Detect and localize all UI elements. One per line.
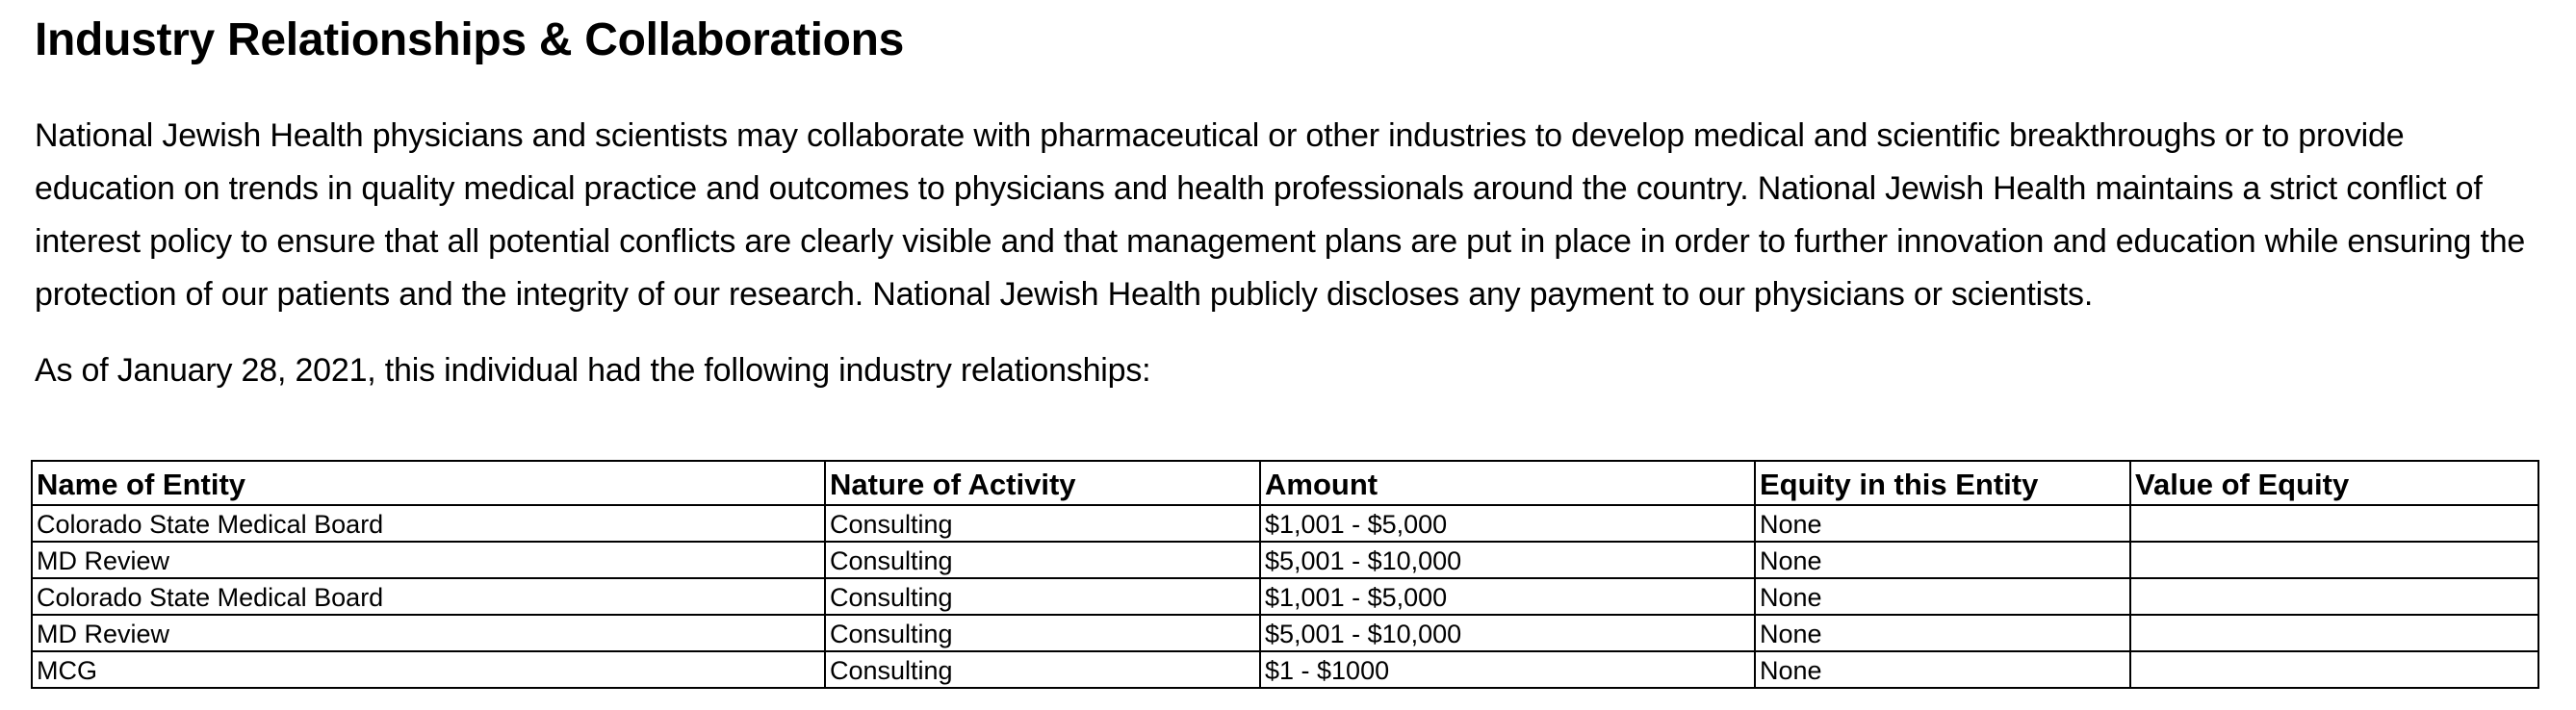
document-page bbox=[35, 10, 2557, 397]
cell-nature-of-activity: Consulting bbox=[825, 505, 1260, 542]
cell-equity-in-entity: None bbox=[1755, 615, 2130, 651]
cell-value-of-equity bbox=[2130, 505, 2538, 542]
cell-amount: $1 - $1000 bbox=[1260, 651, 1755, 688]
cell-nature-of-activity: Consulting bbox=[825, 651, 1260, 688]
table-row bbox=[32, 578, 2538, 615]
cell-nature-of-activity: Consulting bbox=[825, 615, 1260, 651]
column-header-amount: Amount bbox=[1260, 461, 1755, 505]
table-row bbox=[32, 542, 2538, 578]
cell-name-of-entity: MD Review bbox=[32, 542, 825, 578]
cell-equity-in-entity: None bbox=[1755, 542, 2130, 578]
cell-value-of-equity bbox=[2130, 542, 2538, 578]
cell-name-of-entity: MCG bbox=[32, 651, 825, 688]
cell-amount: $5,001 - $10,000 bbox=[1260, 542, 1755, 578]
as-of-statement: As of January 28, 2021, this individual had the following industry relationships: bbox=[35, 352, 1151, 389]
cell-name-of-entity: Colorado State Medical Board bbox=[32, 578, 825, 615]
table-row bbox=[32, 505, 2538, 542]
table-row bbox=[32, 615, 2538, 651]
cell-value-of-equity bbox=[2130, 615, 2538, 651]
cell-amount: $5,001 - $10,000 bbox=[1260, 615, 1755, 651]
cell-amount: $1,001 - $5,000 bbox=[1260, 505, 1755, 542]
cell-name-of-entity: MD Review bbox=[32, 615, 825, 651]
cell-value-of-equity bbox=[2130, 651, 2538, 688]
column-header-value-of-equity: Value of Equity bbox=[2130, 461, 2538, 505]
cell-equity-in-entity: None bbox=[1755, 578, 2130, 615]
column-header-name-of-entity: Name of Entity bbox=[32, 461, 825, 505]
page-title: Industry Relationships & Collaborations bbox=[35, 14, 905, 65]
intro-paragraph: National Jewish Health physicians and scientists may collaborate with pharmaceutical or other industries to develop medical and scientific breakthroughs or to provide education on trends in quality medical practice and outcomes to physicians and health professionals around the country. National Jewish Health maintains a strict conflict of interest policy to ensure that all potential conflicts are clearly visible and that management plans are put in place in order to further innovation and education while ensuring the protection of our patients and the integrity of our research. National Jewish Health publicly discloses any payment to our physicians or scientists. bbox=[35, 117, 2526, 313]
column-header-nature-of-activity: Nature of Activity bbox=[825, 461, 1260, 505]
column-header-equity-in-entity: Equity in this Entity bbox=[1755, 461, 2130, 505]
cell-name-of-entity: Colorado State Medical Board bbox=[32, 505, 825, 542]
cell-equity-in-entity: None bbox=[1755, 651, 2130, 688]
industry-relationships-table bbox=[31, 460, 2539, 689]
cell-value-of-equity bbox=[2130, 578, 2538, 615]
table-row bbox=[32, 651, 2538, 688]
cell-nature-of-activity: Consulting bbox=[825, 578, 1260, 615]
cell-amount: $1,001 - $5,000 bbox=[1260, 578, 1755, 615]
table-header-row bbox=[32, 461, 2538, 505]
cell-equity-in-entity: None bbox=[1755, 505, 2130, 542]
cell-nature-of-activity: Consulting bbox=[825, 542, 1260, 578]
